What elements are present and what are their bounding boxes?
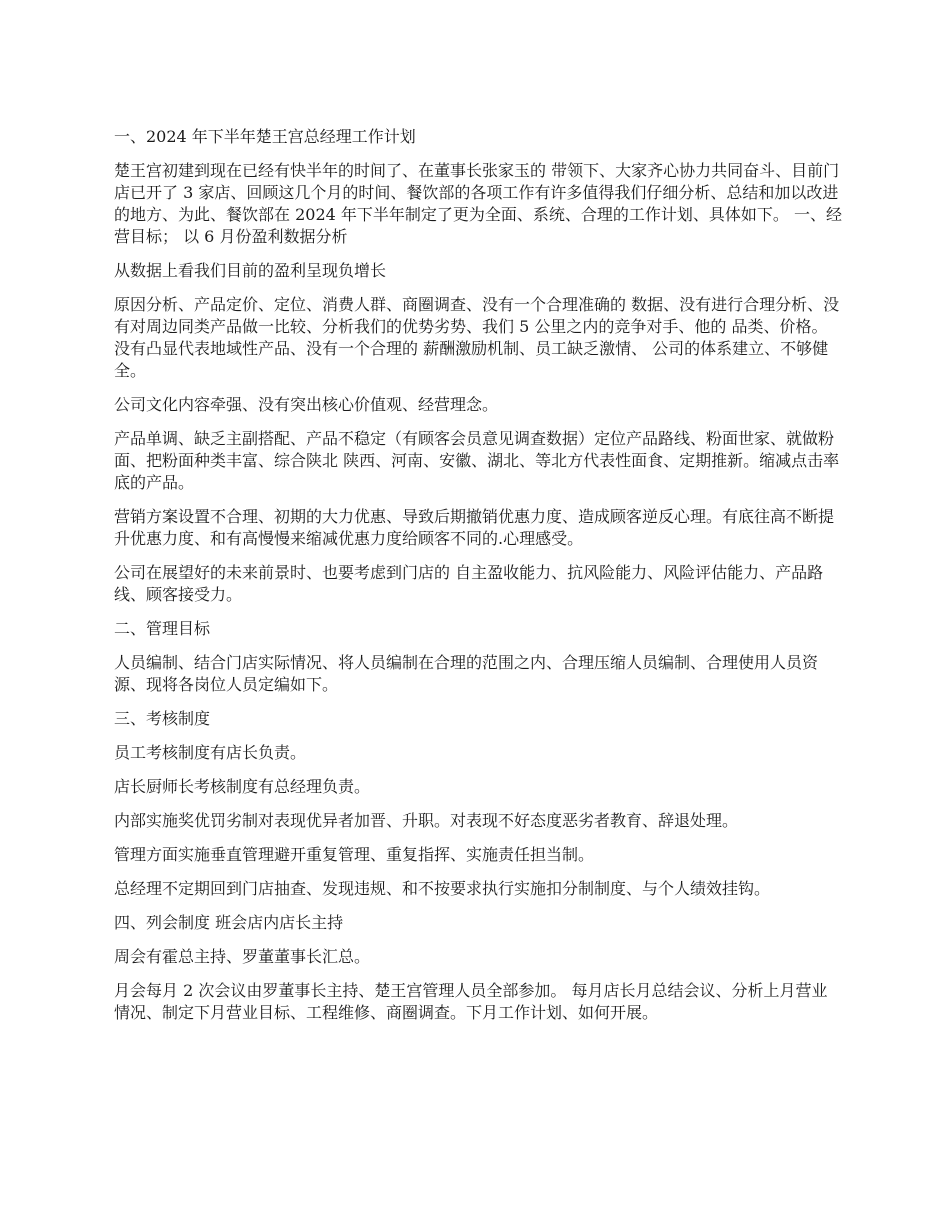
paragraph-company-culture: 公司文化内容牵强、没有突出核心价值观、经营理念。	[114, 395, 499, 414]
paragraph-products: 产品单调、缺乏主副搭配、产品不稳定（有顾客会员意见调查数据）定位产品路线、粉面世家、就做粉面、把粉面种类丰富、综合陕北 陕西、河南、安徽、湖北、等北方代表性面食、定期推新。缩减点击率底的产品。	[114, 429, 840, 492]
heading-section-1: 一、2024 年下半年楚王宫总经理工作计划	[114, 127, 416, 146]
paragraph-cause-analysis: 原因分析、产品定价、定位、消费人群、商圈调查、没有一个合理准确的 数据、没有进行合理分析、没有对周边同类产品做一比较、分析我们的优势劣势、我们 5 公里之内的竞争对手、他的 品类、价格。 没有凸显代表地域性产品、没有一个合理的 薪酬激励机制、员工缺乏激情、 公司的体系建立、不够健全。	[114, 295, 840, 380]
heading-section-4: 四、列会制度 班会店内店长主持	[114, 913, 344, 932]
paragraph-spot-checks: 总经理不定期回到门店抽查、发现违规、和不按要求执行实施扣分制制度、与个人绩效挂钩。	[114, 879, 771, 898]
paragraph-rewards-penalties: 内部实施奖优罚劣制对表现优异者加晋、升职。对表现不好态度恶劣者教育、辞退处理。	[114, 811, 739, 830]
heading-section-3: 三、考核制度	[114, 709, 211, 728]
paragraph-staff-assessment: 员工考核制度有店长负责。	[114, 743, 307, 762]
paragraph-marketing: 营销方案设置不合理、初期的大力优惠、导致后期撤销优惠力度、造成顾客逆反心理。有底往高不断提升优惠力度、和有高慢慢来缩减优惠力度给顾客不同的.心理感受。	[114, 507, 835, 548]
paragraph-staffing: 人员编制、结合门店实际情况、将人员编制在合理的范围之内、合理压缩人员编制、合理使用人员资源、现将各岗位人员定编如下。	[114, 653, 819, 694]
paragraph-weekly-meeting: 周会有霍总主持、罗董董事长汇总。	[114, 947, 371, 966]
paragraph-profit-trend: 从数据上看我们目前的盈利呈现负增长	[114, 261, 387, 280]
paragraph-monthly-meeting: 月会每月 2 次会议由罗董事长主持、楚王宫管理人员全部参加。 每月店长月总结会议、分析上月营业情况、制定下月营业目标、工程维修、商圈调查。下月工作计划、如何开展。	[114, 981, 828, 1022]
paragraph-outlook: 公司在展望好的未来前景时、也要考虑到门店的 自主盈收能力、抗风险能力、风险评估能力、产品路线、顾客接受力。	[114, 563, 824, 604]
paragraph-intro: 楚王宫初建到现在已经有快半年的时间了、在董事长张家玉的 带领下、大家齐心协力共同奋斗、目前门店已开了 3 家店、回顾这几个月的时间、餐饮部的各项工作有许多值得我们仔细分析、总结和加以改进的地方、为此、餐饮部在 2024 年下半年制定了更为全面、系统、合理的工作计划、具体如下。 一、经营目标； 以 6 月份盈利数据分析	[114, 161, 842, 246]
document-body	[114, 126, 842, 1036]
paragraph-manager-assessment: 店长厨师长考核制度有总经理负责。	[114, 777, 371, 796]
heading-section-2: 二、管理目标	[114, 619, 211, 638]
paragraph-vertical-management: 管理方面实施垂直管理避开重复管理、重复指挥、实施责任担当制。	[114, 845, 595, 864]
